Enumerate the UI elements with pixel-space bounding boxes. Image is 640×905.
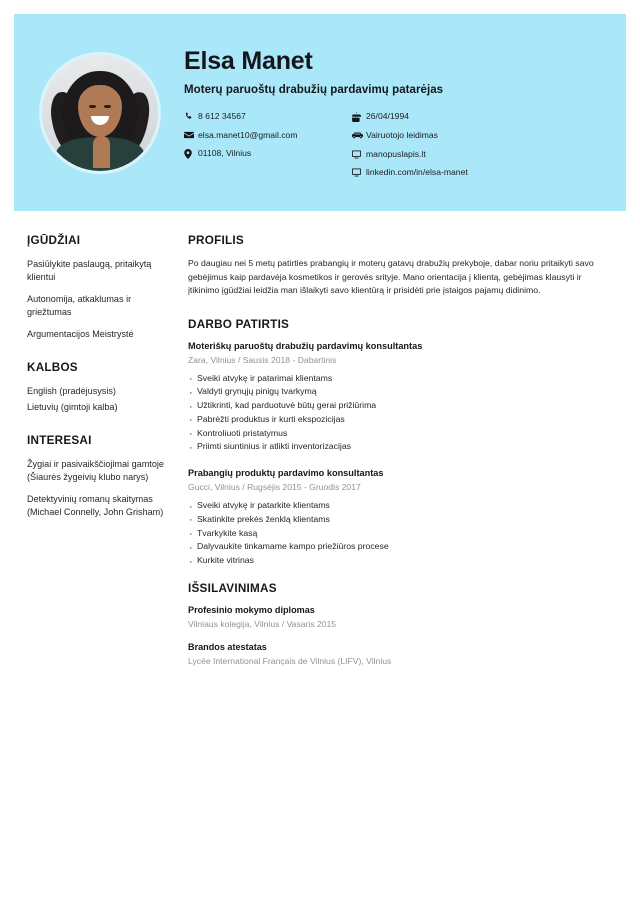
- sidebar-section-interests: [27, 434, 174, 519]
- avatar-photo: [42, 55, 158, 171]
- sidebar: [0, 218, 188, 679]
- contact-column-left: [184, 112, 352, 177]
- portrait-arm: [93, 136, 110, 168]
- education-meta: Vilniaus kolegija, Vilnius / Vasaris 2015: [188, 618, 337, 629]
- job-meta: Gucci, Vilnius / Rugsėjis 2015 - Gruodis 2017: [188, 482, 361, 493]
- education-entry: [188, 642, 614, 666]
- monitor-icon: [352, 150, 366, 159]
- contact-address[interactable]: [184, 149, 352, 159]
- section-experience: [188, 318, 614, 568]
- job-bullet: · Priimti siuntinius ir atlikti inventorizacijas: [188, 440, 614, 454]
- job-bullet: · Užtikrinti, kad parduotuvė būtų gerai prižiūrima: [188, 399, 614, 413]
- contact-website[interactable]: [352, 150, 552, 159]
- experience-entry: [188, 468, 614, 568]
- portrait-eye-right: [104, 105, 111, 108]
- job-bullet: · Kontroliuoti pristatymus: [188, 427, 614, 441]
- language-item: Lietuvių (gimtoji kalba): [27, 402, 118, 413]
- languages-heading: KALBOS: [27, 360, 78, 374]
- contact-birthdate-text: 26/04/1994: [366, 111, 410, 122]
- page-title: Elsa Manet: [184, 46, 313, 75]
- job-bullet: · Valdyti grynųjų pinigų tvarkymą: [188, 385, 614, 399]
- main-content: [188, 218, 640, 679]
- profile-text: Po daugiau nei 5 metų patirties prabangių ir moterų gatavų drabužių prekyboje, dabar noriu pritaikyti savo gebėjimus kaip pardavėja kosmetikos ir gerovės srityje. Mano orientacija į klientą, gebėjimas klausyti ir įtikinimo įgūdžiai leidžia man išlaikyti savo klientūrą ir prisidėti prie įstaigos pajamų didinimo.: [188, 258, 594, 296]
- phone-icon: [184, 112, 198, 121]
- experience-heading: DARBO PATIRTIS: [188, 317, 290, 331]
- job-bullet: · Dalyvaukite tinkamame kampo priežiūros procese: [188, 540, 614, 554]
- sidebar-section-languages: [27, 361, 174, 415]
- contact-details: [184, 112, 606, 177]
- education-meta: Lycée International Français de Vilnius (LIFV), Vilnius: [188, 655, 392, 666]
- job-bullet: · Pabrėžti produktus ir kurti ekspozicijas: [188, 413, 614, 427]
- job-bullet: · Tvarkykite kasą: [188, 527, 614, 541]
- contact-phone-text: 8 612 34567: [198, 111, 246, 122]
- contact-phone[interactable]: [184, 112, 352, 121]
- contact-column-right: [352, 112, 552, 177]
- job-bullet: · Sveiki atvykę ir patarkite klientams: [188, 499, 614, 513]
- job-bullet: · Skatinkite prekės ženklą klientams: [188, 513, 614, 527]
- job-bullet-list: [188, 372, 614, 455]
- interests-heading: INTERESAI: [27, 434, 92, 448]
- language-item: English (pradėjusysis): [27, 385, 116, 396]
- education-entry: [188, 605, 614, 629]
- contact-driving-licence-text: Vairuotojo leidimas: [366, 130, 438, 141]
- job-meta: Zara, Vilnius / Sausis 2018 - Dabartinis: [188, 354, 337, 365]
- skill-item: Pasiūlykite paslaugą, pritaikytą klientui: [27, 259, 152, 282]
- envelope-icon: [184, 131, 198, 139]
- linkedin-monitor-icon: [352, 168, 366, 177]
- contact-email-text: elsa.manet10@gmail.com: [198, 129, 298, 140]
- contact-address-text: 01108, Vilnius: [198, 148, 252, 159]
- education-degree: Profesinio mokymo diplomas: [188, 604, 315, 615]
- job-bullet: · Sveiki atvykę ir patarimai klientams: [188, 372, 614, 386]
- portrait-eye-left: [89, 105, 96, 108]
- job-role: Prabangių produktų pardavimo konsultantas: [188, 468, 384, 479]
- header-text-block: [184, 48, 626, 178]
- avatar: [42, 55, 158, 171]
- contact-website-text: manopuslapis.lt: [366, 148, 426, 159]
- contact-linkedin-text: linkedin.com/in/elsa-manet: [366, 166, 468, 177]
- sidebar-section-skills: [27, 234, 174, 341]
- location-pin-icon: [184, 149, 198, 159]
- job-bullet: · Kurkite vitrinas: [188, 554, 614, 568]
- skill-item: Autonomija, atkaklumas ir griežtumas: [27, 293, 132, 317]
- car-icon: [352, 132, 366, 139]
- experience-entry: [188, 341, 614, 455]
- resume-body: [0, 218, 640, 679]
- skills-heading: ĮGŪDŽIAI: [27, 234, 81, 247]
- job-bullet-list: [188, 499, 614, 568]
- interest-item: Detektyvinių romanų skaitymas (Michael Connelly, John Grisham): [27, 494, 164, 518]
- contact-linkedin[interactable]: [352, 168, 552, 177]
- birthday-cake-icon: [352, 112, 366, 122]
- job-role: Moteriškų paruoštų drabužių pardavimų konsultantas: [188, 340, 423, 351]
- contact-driving-licence: [352, 131, 552, 140]
- skill-item: Argumentacijos Meistrystė: [27, 328, 134, 339]
- profile-heading: PROFILIS: [188, 234, 244, 247]
- contact-email[interactable]: [184, 131, 352, 140]
- contact-birthdate: [352, 112, 552, 122]
- header-job-title: Moterų paruoštų drabužių pardavimų patarėjas: [184, 84, 444, 97]
- education-degree: Brandos atestatas: [188, 641, 267, 652]
- section-education: [188, 582, 614, 666]
- portrait-smile: [91, 116, 109, 125]
- resume-header: [14, 14, 626, 211]
- section-profile: [188, 234, 614, 298]
- interest-item: Žygiai ir pasivaikščiojimai gamtoje (Šiaurės žygeivių klubo narys): [27, 459, 164, 483]
- education-heading: IŠSILAVINIMAS: [188, 581, 277, 595]
